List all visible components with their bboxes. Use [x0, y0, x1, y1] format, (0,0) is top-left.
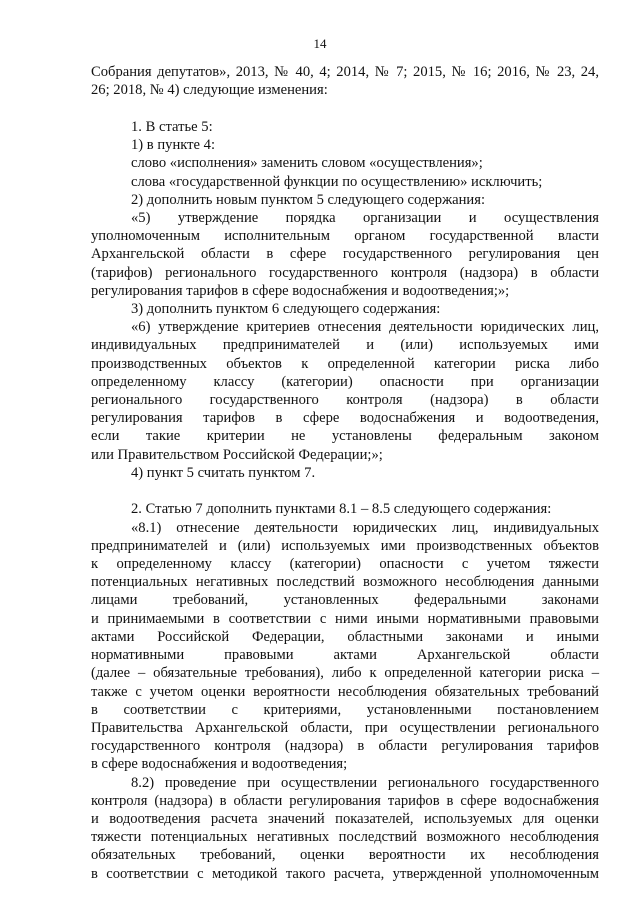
text-line: и принимаемыми в соответствии с ними иными нормативными правовыми — [91, 610, 599, 627]
text-line: 1. В статье 5: — [131, 118, 213, 135]
text-line: обязательных требований, оценки вероятности их несоблюдения — [91, 847, 599, 864]
text-line: 2) дополнить новым пунктом 5 следующего содержания: — [131, 191, 486, 208]
text-line: государственного контроля (надзора) в области регулирования тарифов — [91, 738, 599, 755]
text-line: если такие критерии не установлены федеральным законом — [91, 428, 599, 445]
text-line: или Правительством Российской Федерации;»; — [91, 446, 383, 463]
text-line: также с учетом оценки вероятности несоблюдения обязательных требований — [91, 683, 599, 700]
text-line: (тарифов) регионального государственного контроля (надзора) в области — [91, 264, 599, 281]
text-line: 26; 2018, № 4) следующие изменения: — [91, 82, 328, 99]
text-line: Правительства Архангельской области, при осуществлении регионального — [91, 719, 599, 736]
text-line: потенциальных негативных последствий возможного несоблюдения данными — [91, 574, 599, 591]
text-line: производственных объектов к определенной категории риска либо — [91, 355, 599, 372]
text-line: в соответствии с критериями, установленными постановлением — [91, 701, 599, 718]
text-line: определенному классу (категории) опасности при организации — [91, 373, 599, 390]
text-line: 8.2) проведение при осуществлении регионального государственного — [131, 774, 599, 791]
text-line: регулирования тарифов в сфере водоснабжения и водоотведения, — [91, 410, 599, 427]
text-line: уполномоченным исполнительным органом государственной власти — [91, 228, 599, 245]
text-line: к определенному классу (категории) опасности с учетом тяжести — [91, 556, 599, 573]
text-line: тяжести потенциальных негативных последствий возможного несоблюдения — [91, 829, 599, 846]
text-line: индивидуальных предпринимателей и (или) используемых ими — [91, 337, 599, 354]
text-line: лицами требований, установленных федеральными законами — [91, 592, 599, 609]
text-line: слово «исполнения» заменить словом «осуществления»; — [131, 155, 483, 172]
text-line: актами Российской Федерации, областными законами и иными — [91, 628, 599, 645]
text-line: в соответствии с методикой такого расчета, утвержденной уполномоченным — [91, 865, 599, 882]
text-line: слова «государственной функции по осуществлению» исключить; — [131, 173, 543, 190]
text-line: (далее – обязательные требования), либо к определенной категории риска – — [91, 665, 599, 682]
text-line: «6) утверждение критериев отнесения деятельности юридических лиц, — [131, 319, 599, 336]
text-line: в сфере водоснабжения и водоотведения; — [91, 756, 348, 773]
page-number: 14 — [313, 36, 327, 51]
paragraph-gap — [91, 482, 599, 501]
text-line: 2. Статью 7 дополнить пунктами 8.1 – 8.5 следующего содержания: — [131, 501, 552, 518]
text-line: 1) в пункте 4: — [131, 137, 216, 154]
text-line: регионального государственного контроля (надзора) в области — [91, 391, 599, 408]
body-text — [91, 63, 599, 883]
text-line: 3) дополнить пунктом 6 следующего содержания: — [131, 300, 441, 317]
text-line: Собрания депутатов», 2013, № 40, 4; 2014, № 7; 2015, № 16; 2016, № 23, 24, — [91, 64, 599, 80]
text-line: предпринимателей и (или) используемых ими производственных объектов — [91, 537, 599, 554]
text-line: регулирования тарифов в сфере водоснабжения и водоотведения;»; — [91, 282, 510, 299]
text-line: контроля (надзора) в области регулирования тарифов в сфере водоснабжения — [91, 792, 599, 809]
text-line: 4) пункт 5 считать пунктом 7. — [131, 464, 316, 481]
text-line: нормативными правовыми актами Архангельской области — [91, 647, 599, 664]
paragraph-gap — [91, 99, 599, 118]
text-line: «5) утверждение порядка организации и осуществления — [131, 209, 599, 226]
text-line: и водоотведения расчета значений показателей, используемых для оценки — [91, 810, 599, 827]
text-line: Архангельской области в сфере государственного регулирования цен — [91, 246, 599, 263]
text-line: «8.1) отнесение деятельности юридических лиц, индивидуальных — [131, 519, 599, 536]
